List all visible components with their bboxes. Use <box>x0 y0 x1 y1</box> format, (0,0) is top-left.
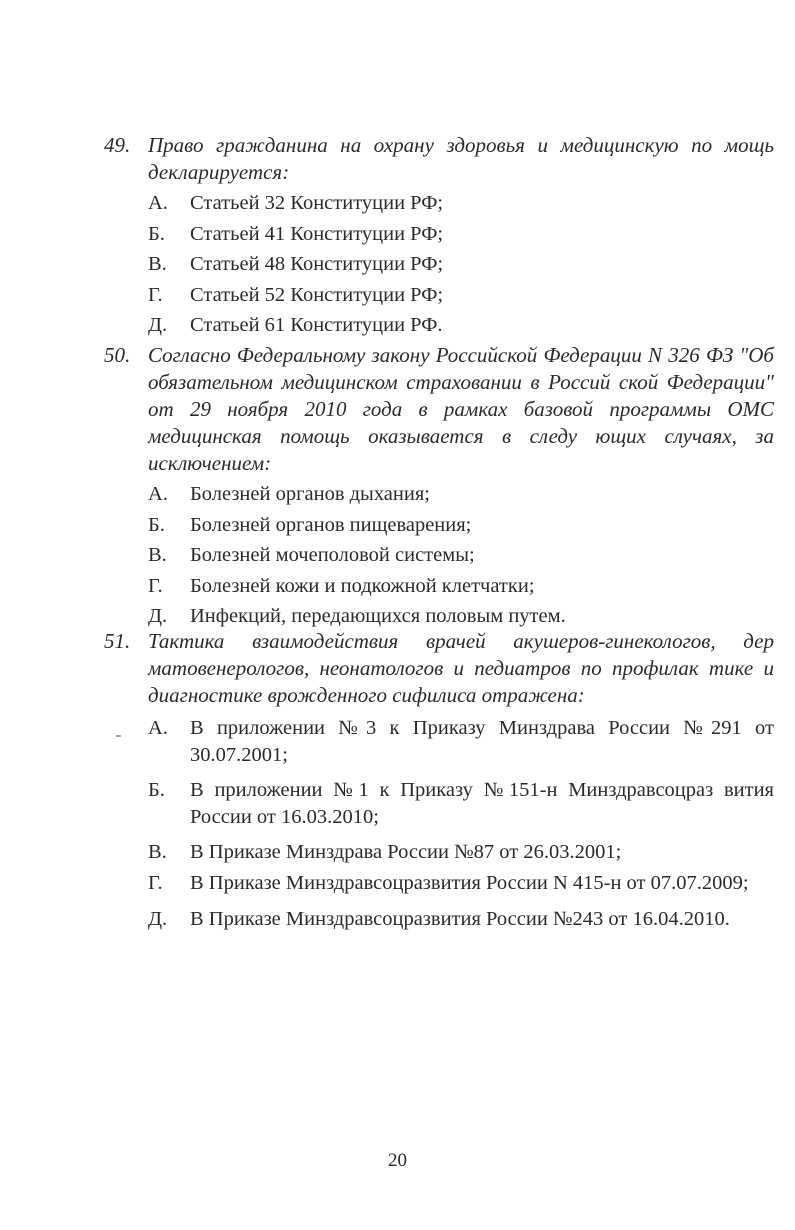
option-text: Статьей 61 Конституции РФ. <box>190 314 443 336</box>
option-text: В Приказе Минздравсоцразвития России №243 от 16.04.2010. <box>190 908 730 930</box>
option-text: Болезней кожи и подкожной клетчатки; <box>190 574 535 597</box>
answer-option-b <box>148 510 774 541</box>
question-49 <box>104 132 774 341</box>
answer-options <box>148 713 774 935</box>
option-letter: Г. <box>148 283 163 306</box>
option-text: Болезней органов дыхания; <box>190 483 430 505</box>
scan-speck <box>116 735 121 737</box>
answer-option-g <box>148 571 774 602</box>
question-50 <box>104 342 774 632</box>
option-letter: Б. <box>148 222 165 245</box>
option-letter: Д. <box>148 605 168 627</box>
option-letter: В. <box>148 841 167 863</box>
option-text: В приложении №3 к Приказу Минздрава России №291 от 30.07.2001; <box>190 717 774 766</box>
question-51 <box>104 628 774 941</box>
answer-option-g <box>148 280 774 311</box>
page-number: 20 <box>388 1150 407 1171</box>
question-number: 50. <box>104 343 131 367</box>
answer-option-b <box>148 219 774 250</box>
option-text: Инфекций, передающихся половым путем. <box>190 605 566 627</box>
option-letter: В. <box>148 253 167 275</box>
option-letter: Д. <box>148 908 168 930</box>
answer-option-a <box>148 479 774 510</box>
answer-options <box>148 479 774 632</box>
answer-option-v <box>148 249 774 280</box>
option-text: В Приказе Минздравсоцразвития России N 415-н от 07.07.2009; <box>190 871 749 894</box>
answer-options <box>148 188 774 341</box>
option-text: В Приказе Минздрава России №87 от 26.03.2001; <box>190 841 622 863</box>
option-letter: А. <box>148 483 168 505</box>
option-letter: Д. <box>148 314 168 336</box>
option-text: Болезней органов пищеварения; <box>190 513 472 536</box>
option-text: Статьей 48 Конституции РФ; <box>190 253 444 275</box>
option-letter: А. <box>148 192 168 214</box>
answer-option-a <box>148 188 774 219</box>
option-letter: Г. <box>148 871 163 894</box>
question-text: Право гражданина на охрану здоровья и медицинскую по мощь декларируется: <box>148 133 774 184</box>
question-text: Согласно Федеральному закону Российской Федерации N 326 ФЗ "Об обязательном медицинском страховании в Россий ской Федерации" от 29 ноября 2010 года в рамках базовой программы ОМС медицинская помощь оказывается в следу ющих случаях, за исключением: <box>148 343 774 475</box>
answer-option-d <box>148 904 774 935</box>
option-letter: В. <box>148 544 167 566</box>
answer-option-v <box>148 540 774 571</box>
question-header <box>104 342 774 477</box>
option-letter: Б. <box>148 779 165 801</box>
option-letter: Г. <box>148 574 163 597</box>
option-text: Болезней мочеполовой системы; <box>190 544 475 566</box>
answer-option-b <box>148 775 774 831</box>
answer-option-v <box>148 837 774 868</box>
question-number: 49. <box>104 133 131 157</box>
option-text: Статьей 41 Конституции РФ; <box>190 222 444 245</box>
question-number: 51. <box>104 629 131 653</box>
option-text: Статьей 32 Конституции РФ; <box>190 192 444 214</box>
answer-option-g <box>148 868 774 899</box>
option-text: Статьей 52 Конституции РФ; <box>190 283 444 306</box>
question-header <box>104 628 774 709</box>
option-letter: Б. <box>148 513 165 536</box>
answer-option-d <box>148 310 774 341</box>
option-letter: А. <box>148 717 168 739</box>
question-text: Тактика взаимодействия врачей акушеров-гинекологов, дер матовенерологов, неонатологов и педиатров по профилак тике и диагностике врожденного сифилиса отражена: <box>148 629 774 707</box>
answer-option-d <box>148 601 774 632</box>
question-header <box>104 132 774 186</box>
answer-option-a <box>148 713 774 769</box>
option-text: В приложении №1 к Приказу №151-н Минздравсоцраз вития России от 16.03.2010; <box>190 779 774 828</box>
